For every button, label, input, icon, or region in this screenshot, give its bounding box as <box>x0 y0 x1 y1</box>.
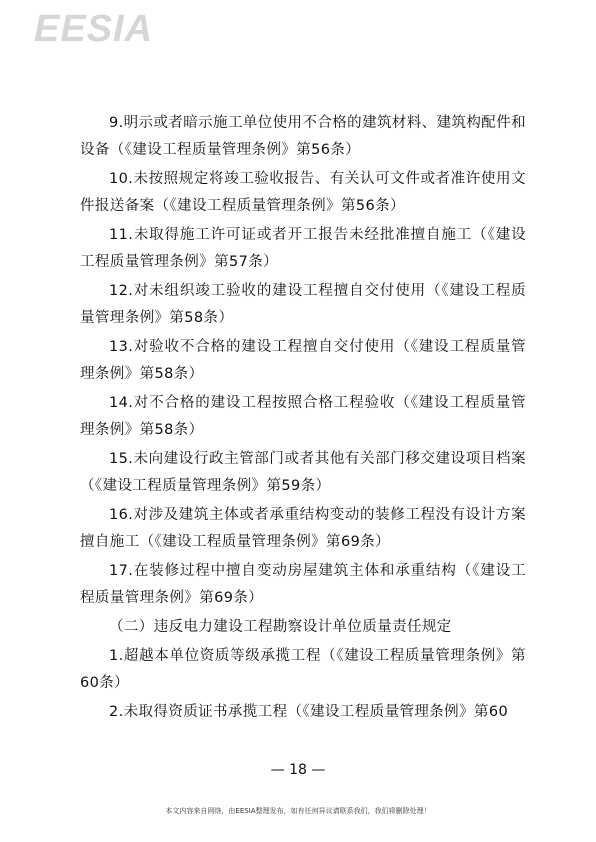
clause-10: 10.未按照规定将竣工验收报告、有关认可文件或者准许使用文件报送备案（《建设工程质量管理条例》第56条） <box>80 171 526 214</box>
document-body <box>80 110 526 728</box>
clause-13: 13.对验收不合格的建设工程擅自交付使用（《建设工程质量管理条例》第58条） <box>80 339 526 382</box>
clause-17: 17.在装修过程中擅自变动房屋建筑主体和承重结构（《建设工程质量管理条例》第69条） <box>80 563 526 606</box>
clause-12: 12.对未组织竣工验收的建设工程擅自交付使用（《建设工程质量管理条例》第58条） <box>80 283 526 326</box>
page-number: — 18 — <box>270 762 326 778</box>
design-clause-2: 2.未取得资质证书承揽工程（《建设工程质量管理条例》第60 <box>109 704 509 720</box>
clause-11: 11.未取得施工许可证或者开工报告未经批准擅自施工（《建设工程质量管理条例》第57条） <box>80 227 526 270</box>
clause-14: 14.对不合格的建设工程按照合格工程验收（《建设工程质量管理条例》第58条） <box>80 395 526 438</box>
clause-15: 15.未向建设行政主管部门或者其他有关部门移交建设项目档案（《建设工程质量管理条例》第59条） <box>80 451 526 494</box>
clause-16: 16.对涉及建筑主体或者承重结构变动的装修工程没有设计方案擅自施工（《建设工程质量管理条例》第69条） <box>80 507 526 550</box>
section-heading: （二）违反电力建设工程勘察设计单位质量责任规定 <box>109 619 452 635</box>
design-clause-1: 1.超越本单位资质等级承揽工程（《建设工程质量管理条例》第60条） <box>80 648 526 691</box>
clause-9: 9.明示或者暗示施工单位使用不合格的建筑材料、建筑构配件和设备（《建设工程质量管理条例》第56条） <box>80 115 526 158</box>
footer-disclaimer: 本文内容来自网络，由EESIA整理发布，如有任何异议请联系我们，我们将删除处理！ <box>165 807 431 815</box>
eesia-logo: EESIA <box>34 8 154 50</box>
